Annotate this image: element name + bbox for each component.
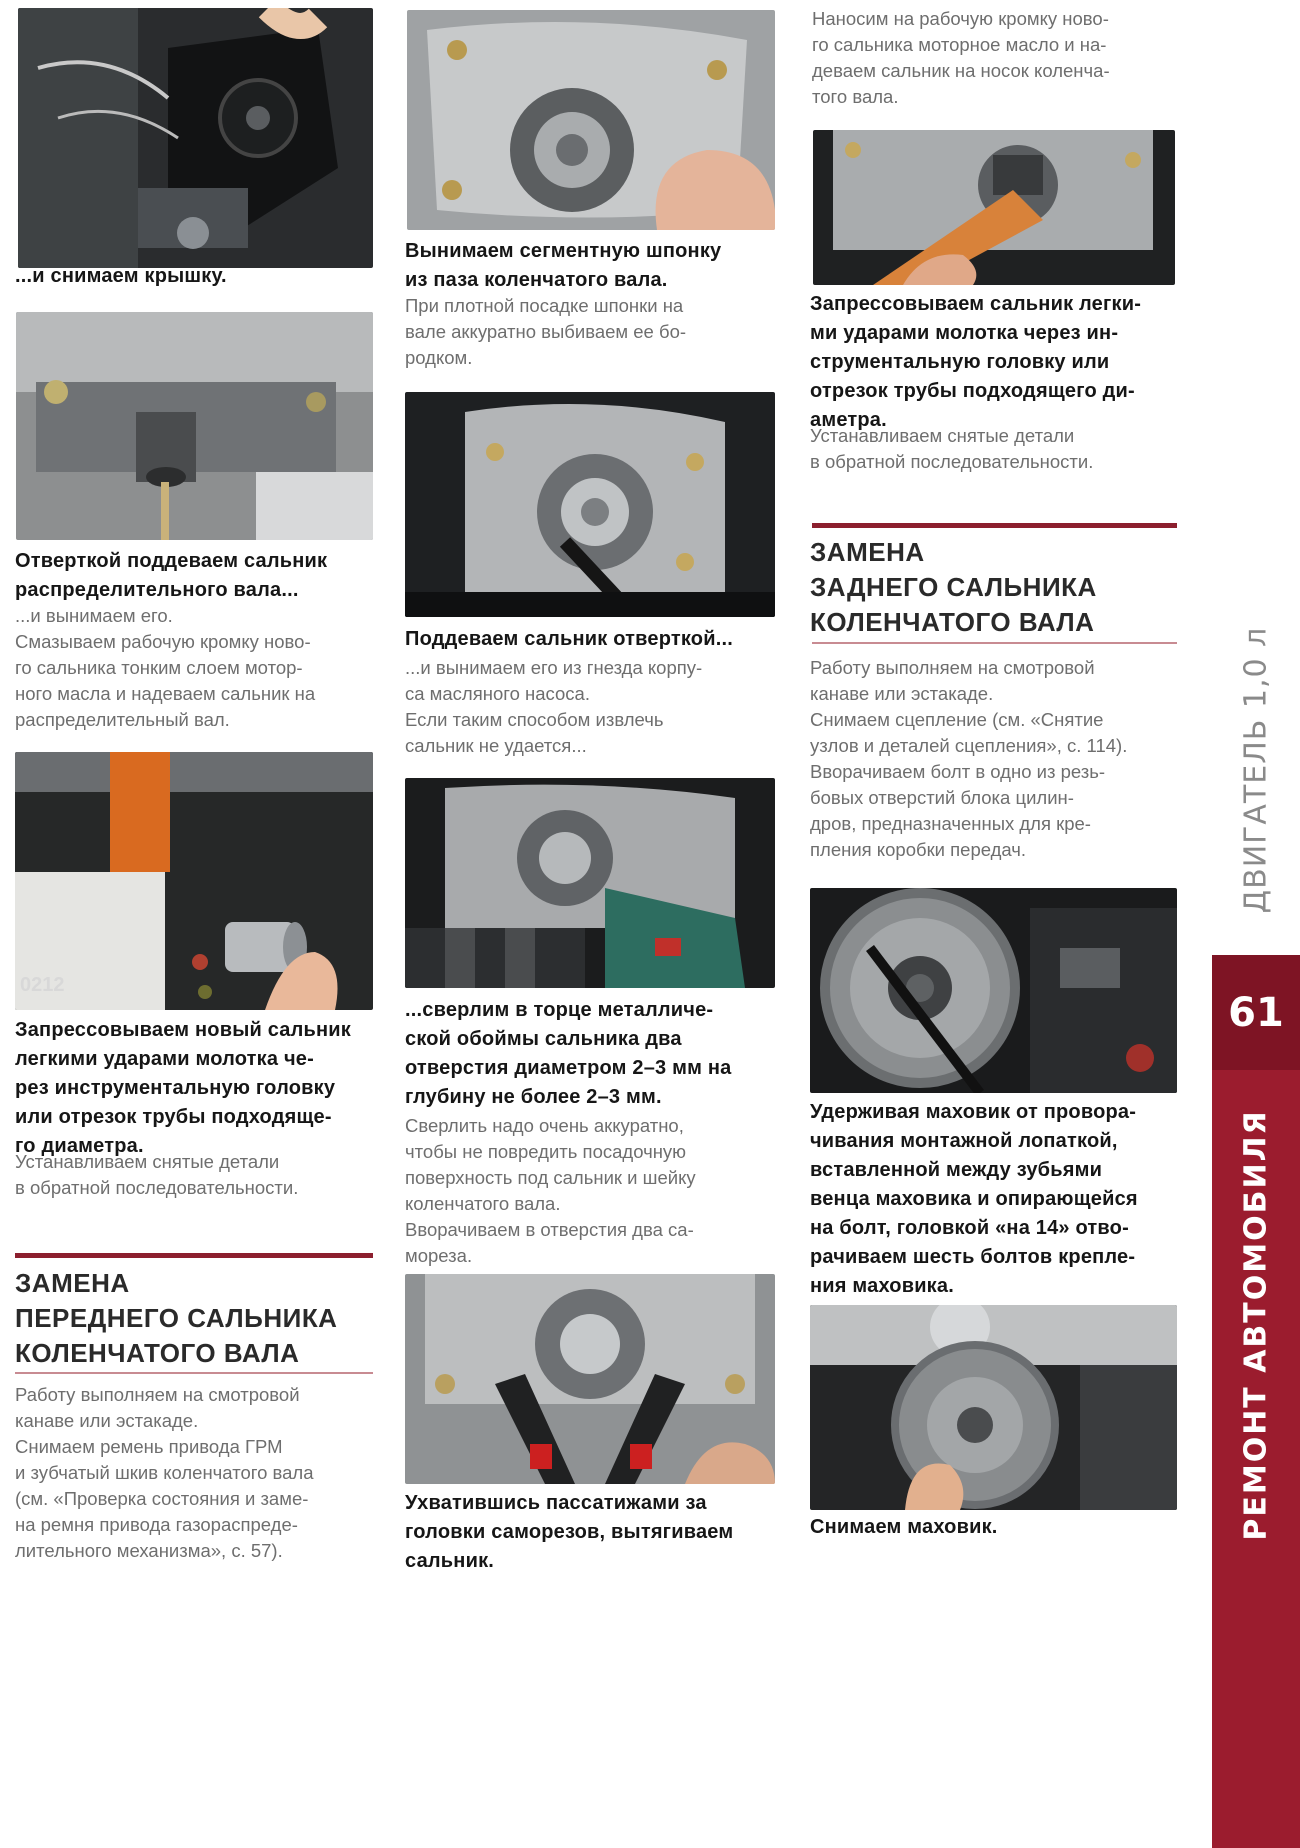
text-camshaft-seal: ...и вынимаем его. Смазываем рабочую кромку ново- го сальника тонким слоем мотор- ного масла и надеваем сальник на распределительный вал. [15, 605, 316, 730]
photo-remove-flywheel [810, 1305, 1177, 1510]
text-front-seal-intro: Работу выполняем на смотровой канаве или эстакаде. Снимаем ремень привода ГРМ и зубчатый шкив коленчатого вала (см. «Проверка состояния и заме- на ремня привода газораспреде- лительного механизма», с. 57). [15, 1384, 314, 1561]
photo-remove-cover [18, 8, 373, 268]
text-reinstall-1: Устанавливаем снятые детали в обратной последовательности. [15, 1151, 299, 1198]
text-pry-crank-seal: ...и вынимаем его из гнезда корпу- са масляного насоса. Если таким способом извлечь сальник не удается... [405, 657, 703, 756]
caption-press-new-seal: Запрессовываем новый сальник легкими ударами молотка че- рез инструментальную головку или отрезок трубы подходяще- го диаметра. [15, 1019, 352, 1157]
text-oil-new-seal: Наносим на рабочую кромку ново- го сальника моторное масло и на- деваем сальник на носок коленча- того вала. [812, 8, 1110, 107]
page-number: 61 [1228, 989, 1284, 1036]
photo-drill-seal [405, 778, 775, 988]
section-divider-front-seal [15, 1253, 373, 1258]
photo-remove-key [407, 10, 775, 230]
caption-press-crank-seal: Запрессовываем сальник легки- ми ударами молотка через ин- струментальную головку или отрезок трубы подходящего ди- аметра. [810, 293, 1142, 431]
caption-drill-seal: ...сверлим в торце металличе- ской обоймы сальника два отверстия диаметром 2–3 мм на глубину не более 2–3 мм. [405, 999, 732, 1108]
section-underline-front-seal [15, 1372, 373, 1374]
text-rear-seal-intro: Работу выполняем на смотровой канаве или эстакаде. Снимаем сцепление (см. «Снятие узлов и деталей сцепления», с. 114). Вворачиваем болт в одно из резь- бовых отверстий блока цилин- дров, предназначенных для кре- пления коробки передач. [810, 657, 1128, 860]
photo-pull-seal-pliers [405, 1274, 775, 1484]
caption-pull-seal: Ухватившись пассатижами за головки саморезов, вытягиваем сальник. [405, 1492, 734, 1572]
photo-marking-text: 0212 [20, 974, 65, 996]
photo-press-crank-seal [813, 130, 1175, 285]
photo-hold-flywheel [810, 888, 1177, 1093]
section-divider-rear-seal [812, 523, 1177, 528]
caption-remove-flywheel: Снимаем маховик. [810, 1516, 998, 1538]
photo-camshaft-seal-pry [16, 312, 373, 540]
photo-pry-crank-seal [405, 392, 775, 617]
page-number-box [1212, 955, 1300, 1070]
section-title-rear-seal: ЗАМЕНА ЗАДНЕГО САЛЬНИКА КОЛЕНЧАТОГО ВАЛА [810, 537, 1097, 637]
text-remove-key: При плотной посадке шпонки на вале аккуратно выбиваем ее бо- родком. [405, 295, 687, 368]
text-reinstall-2: Устанавливаем снятые детали в обратной последовательности. [810, 425, 1094, 472]
sidebar-chapter-label: РЕМОНТ АВТОМОБИЛЯ [1238, 1109, 1274, 1541]
section-title-front-seal: ЗАМЕНА ПЕРЕДНЕГО САЛЬНИКА КОЛЕНЧАТОГО ВАЛА [15, 1268, 338, 1368]
sidebar-section-label: ДВИГАТЕЛЬ 1,0 л [1238, 626, 1274, 914]
caption-remove-key: Вынимаем сегментную шпонку из паза коленчатого вала. [405, 240, 722, 291]
text-drill-seal: Сверлить надо очень аккуратно, чтобы не повредить посадочную поверхность под сальник и шейку коленчатого вала. Вворачиваем в отверстия два са- мореза. [405, 1115, 696, 1266]
caption-remove-cover: ...и снимаем крышку. [15, 265, 227, 287]
caption-pry-crank-seal: Поддеваем сальник отверткой... [405, 628, 733, 650]
photo-press-new-seal [15, 752, 373, 1010]
caption-hold-flywheel: Удерживая маховик от провора- чивания монтажной лопаткой, вставленной между зубьями венца маховика и опирающейся на болт, головкой «на 14» отво- рачиваем шесть болтов крепле- ния маховика. [810, 1101, 1138, 1297]
section-underline-rear-seal [812, 642, 1177, 644]
caption-camshaft-seal: Отверткой поддеваем сальник распределительного вала... [15, 550, 328, 601]
